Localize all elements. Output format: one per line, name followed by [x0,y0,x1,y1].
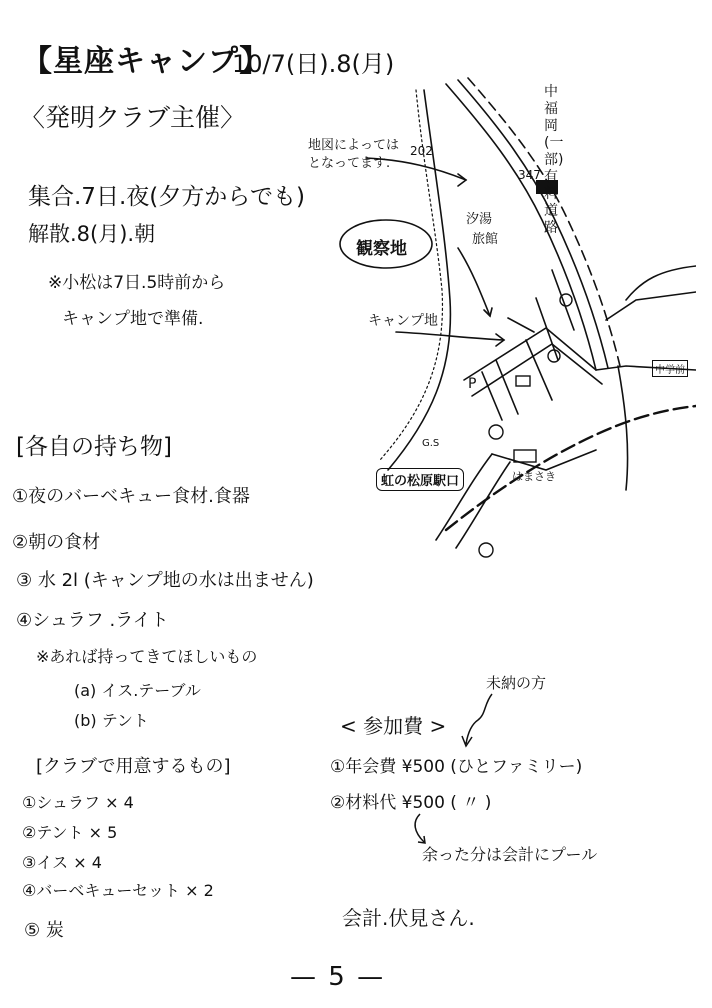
fee-item: ②材料代 ¥500 ( 〃 ) [330,793,492,813]
route-202-label: 202 [410,144,433,158]
area-map [296,70,696,570]
observation-area-label: 観察地 [356,239,407,259]
club-item: ③イス × 4 [22,853,102,872]
prep-note-line2: キャンプ地で準備. [62,309,204,329]
page-number: — 5 — [290,962,386,992]
prep-note-line1: ※小松は7日.5時前から [48,273,226,293]
club-item: ④バーベキューセット × 2 [22,881,214,900]
toll-road-label: 中福岡(一部)有料道路 [544,84,564,236]
route-note-line1: 地図によっては [308,138,400,153]
event-date: 10/7(日).8(月) [232,50,395,78]
inn-label-line1: 汐湯 [466,212,493,227]
club-item: ①シュラフ × 4 [22,793,134,812]
gather-time: 集合.7日.夜(夕方からでも) [28,184,305,210]
pool-note: 余った分は会計にプール [422,845,598,864]
route-347-label: 347 [518,168,541,182]
club-item: ②テント × 5 [22,823,118,842]
accountant-line: 会計.伏見さん. [342,906,475,930]
organizer-line: 〈発明クラブ主催〉 [20,103,246,132]
gas-station-label: G.S [422,438,440,449]
club-item: ⑤ 炭 [24,920,64,941]
unpaid-arrow [460,690,500,750]
station-label: 虹の松原駅口 [376,468,464,491]
optional-item: (b) テント [74,711,149,730]
club-supplies-heading: [クラブで用意するもの] [36,756,231,777]
route-note-line2: となってます. [308,156,391,171]
belongings-heading: [各自の持ち物] [16,434,172,460]
unpaid-note: 未納の方 [486,674,547,692]
disband-time: 解散.8(月).朝 [28,222,156,246]
parking-label: P [468,376,477,392]
optional-heading: ※あれば持ってきてほしいもの [36,647,258,666]
belonging-item: ①夜のバーベキュー食材.食器 [12,486,250,507]
inn-label-line2: 旅館 [472,232,499,247]
belonging-item: ③ 水 2l (キャンプ地の水は出ません) [16,570,314,591]
hamasaki-label: はまさき [512,470,556,483]
belonging-item: ②朝の食材 [12,532,101,553]
optional-item: (a) イス.テーブル [74,681,201,700]
fee-heading: < 参加費 > [340,714,447,738]
school-label: 中学前 [652,360,688,377]
fee-item: ①年会費 ¥500 (ひとファミリー) [330,757,583,777]
belonging-item: ④シュラフ .ライト [16,610,169,631]
camp-site-label: キャンプ地 [368,313,438,329]
event-title: 【星座キャンプ】 [22,44,271,79]
